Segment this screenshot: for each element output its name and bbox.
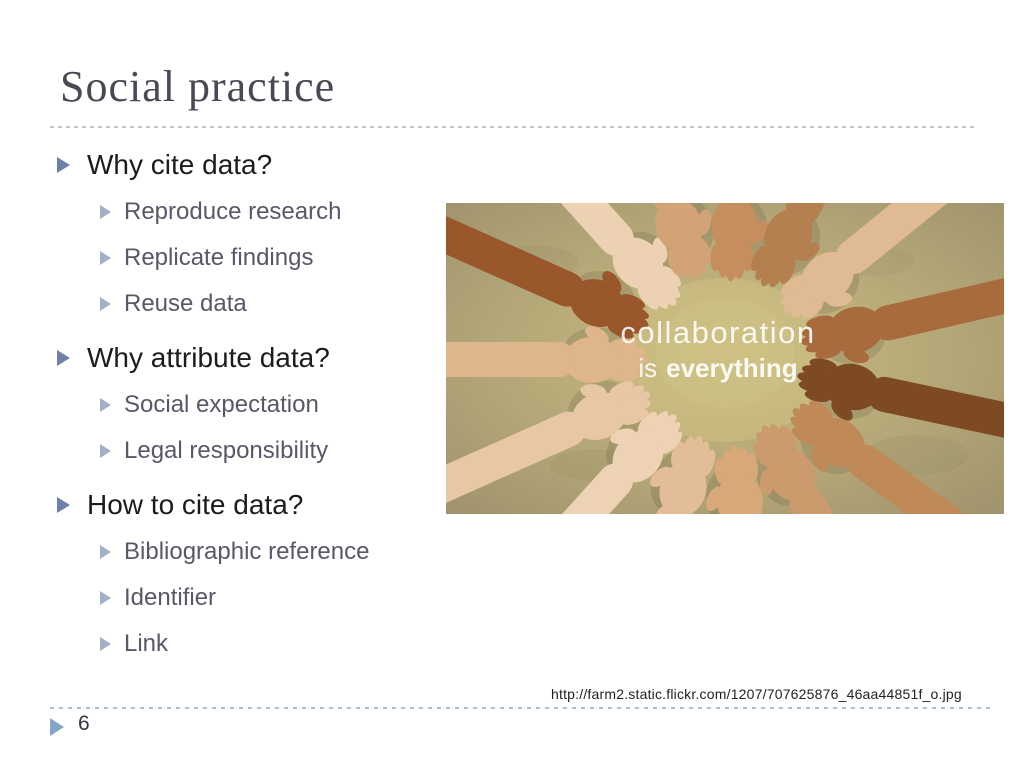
bullet-item-social-expectation: [57, 382, 477, 428]
bullet-triangle-icon: [57, 350, 70, 366]
bullet-label: Bibliographic reference: [124, 538, 370, 565]
bullet-item-link: [57, 621, 477, 667]
bullet-label: Social expectation: [124, 391, 319, 418]
slide-title: Social practice: [60, 62, 336, 111]
bullet-item-reuse-data: [57, 281, 477, 327]
bullet-item-bibliographic-reference: [57, 529, 477, 575]
bullet-label: Identifier: [124, 584, 217, 611]
bullet-item-why-attribute-data: [57, 333, 477, 382]
page-number: 6: [78, 712, 90, 735]
bullet-label: Reuse data: [124, 290, 247, 317]
bullet-label: Replicate findings: [124, 244, 314, 271]
bullet-label: Why attribute data?: [87, 341, 330, 373]
sub-bullet-triangle-icon: [100, 637, 111, 651]
bullet-label: How to cite data?: [87, 488, 304, 520]
photo-overlay-line1: collaboration: [620, 315, 816, 350]
bullet-item-identifier: [57, 575, 477, 621]
sub-bullet-triangle-icon: [100, 591, 111, 605]
sub-bullet-triangle-icon: [100, 398, 111, 412]
bullet-triangle-icon: [57, 157, 70, 173]
bullet-item-why-cite-data: [57, 140, 477, 189]
photo-overlay-line2-prefix: is: [638, 353, 658, 383]
title-divider: [50, 126, 974, 128]
bullet-triangle-icon: [57, 497, 70, 513]
bullet-label: Link: [124, 630, 169, 657]
collaboration-photo: [446, 203, 1004, 514]
bullet-label: Legal responsibility: [124, 437, 329, 464]
bullet-list: [57, 140, 477, 667]
bullet-item-legal-responsibility: [57, 428, 477, 474]
bullet-label: Why cite data?: [87, 148, 273, 180]
bullet-label: Reproduce research: [124, 198, 342, 225]
photo-overlay-line2-emphasis: everything: [666, 353, 798, 383]
footer-divider: [50, 707, 990, 709]
sub-bullet-triangle-icon: [100, 251, 111, 265]
bullet-item-reproduce-research: [57, 189, 477, 235]
bullet-item-how-to-cite-data: [57, 480, 477, 529]
sub-bullet-triangle-icon: [100, 444, 111, 458]
bullet-item-replicate-findings: [57, 235, 477, 281]
footer-arrow-icon: [50, 718, 64, 736]
image-caption: http://farm2.static.flickr.com/1207/707625876_46aa44851f_o.jpg: [551, 686, 962, 702]
sub-bullet-triangle-icon: [100, 205, 111, 219]
sub-bullet-triangle-icon: [100, 297, 111, 311]
sub-bullet-triangle-icon: [100, 545, 111, 559]
